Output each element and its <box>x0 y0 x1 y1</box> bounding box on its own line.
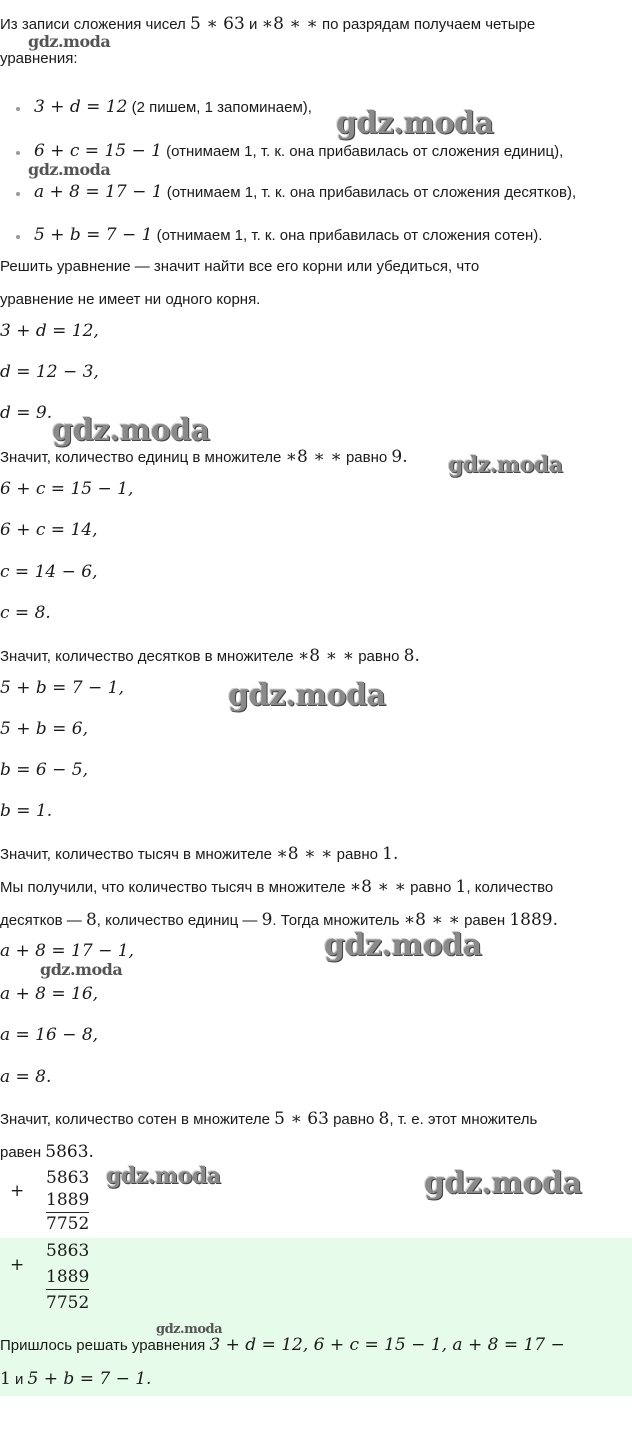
value: 5863. <box>45 1142 94 1162</box>
b-step-2: 5 + b = 6, <box>0 719 89 739</box>
text: Пришлось решать уравнения <box>0 1337 210 1354</box>
solve-definition-line-2: уравнение не имеет ни одного корня. <box>0 291 261 308</box>
number-x8xx: ∗8 ∗ ∗ <box>261 14 318 34</box>
bullet-dot <box>16 151 20 155</box>
bullet-4 <box>34 224 542 247</box>
bullet-1 <box>34 96 312 119</box>
watermark: gdz.moda <box>156 1322 223 1337</box>
column-addition <box>0 1167 120 1237</box>
plus-sign: + <box>10 1255 25 1275</box>
watermark: gdz.moda <box>336 106 494 141</box>
sum-result: 7752 <box>46 1293 90 1313</box>
value: 1 <box>455 877 467 897</box>
text: и <box>10 1371 28 1388</box>
addend-bottom: 1889 <box>46 1266 89 1290</box>
watermark: gdz.moda <box>424 1166 582 1201</box>
d-step-2: d = 12 − 3, <box>0 362 99 382</box>
value: 9. <box>391 447 408 467</box>
text: . Тогда множитель <box>272 912 404 929</box>
d-step-1: 3 + d = 12, <box>0 321 99 341</box>
watermark: gdz.moda <box>28 32 111 51</box>
text: равен <box>0 1144 46 1161</box>
value: 1. <box>382 844 399 864</box>
equation: 5 + b = 7 − 1. <box>27 1369 152 1389</box>
value: 8 <box>85 910 97 930</box>
intro-line-2: уравнения: <box>0 50 78 67</box>
watermark: gdz.moda <box>448 452 563 478</box>
bullet-text: (отнимаем 1, т. к. она прибавилась от сложения десятков), <box>162 184 577 201</box>
a-step-1: a + 8 = 17 − 1, <box>0 941 134 961</box>
c-step-3: c = 14 − 6, <box>0 562 98 582</box>
equation: 6 + c = 15 − 1 <box>34 141 162 161</box>
watermark: gdz.moda <box>106 1163 221 1189</box>
text: Значит, количество сотен в множителе <box>0 1111 275 1128</box>
text: равно <box>354 648 404 665</box>
plus-sign: + <box>10 1181 25 1201</box>
final-line-1 <box>0 1334 565 1357</box>
b-step-3: b = 6 − 5, <box>0 760 89 780</box>
text: равно <box>341 449 392 466</box>
a-step-4: a = 8. <box>0 1067 52 1087</box>
text: , количество единиц — <box>96 912 262 929</box>
text: равно <box>332 846 383 863</box>
text: Значит, количество десятков в множителе <box>0 648 298 665</box>
text: Значит, количество тысяч в множителе <box>0 846 277 863</box>
equation: 5 + b = 7 − 1 <box>34 225 153 245</box>
watermark: gdz.moda <box>40 960 123 979</box>
d-conclusion <box>0 446 408 469</box>
watermark: gdz.moda <box>28 160 111 179</box>
bullet-2 <box>34 140 563 163</box>
text: Значит, количество единиц в множителе <box>0 449 286 466</box>
value: 9 <box>261 910 273 930</box>
equation: a + 8 = 17 − 1 <box>34 182 163 202</box>
bullet-dot <box>16 107 20 111</box>
intro-text: и <box>244 16 262 33</box>
watermark: gdz.moda <box>52 413 210 448</box>
bullet-text: (отнимаем 1, т. к. она прибавилась от сложения единиц), <box>161 143 564 160</box>
addend-bottom: 1889 <box>46 1189 89 1213</box>
text: десятков — <box>0 912 86 929</box>
solve-definition-line-1: Решить уравнение — значит найти все его корни или убедиться, что <box>0 258 480 275</box>
a-step-3: a = 16 − 8, <box>0 1025 99 1045</box>
watermark: gdz.moda <box>324 928 482 963</box>
final-line-2 <box>0 1368 151 1391</box>
column-addition-answer <box>0 1240 120 1320</box>
value: 1 <box>0 1369 11 1389</box>
a-conclusion-line-2 <box>0 1141 94 1164</box>
c-conclusion <box>0 645 420 668</box>
equations-list: 3 + d = 12, 6 + c = 15 − 1, a + 8 = 17 − <box>209 1335 565 1355</box>
text: равно <box>405 879 456 896</box>
value: 1889. <box>509 910 559 930</box>
text: равно <box>328 1111 379 1128</box>
b-step-1: 5 + b = 7 − 1, <box>0 678 124 698</box>
a-conclusion-line-1 <box>0 1108 537 1131</box>
watermark: gdz.moda <box>228 678 386 713</box>
text: Мы получили, что количество тысяч в множителе <box>0 879 350 896</box>
d-step-3: d = 9. <box>0 403 53 423</box>
number-x8xx: ∗8 ∗ ∗ <box>403 910 460 930</box>
number-x8xx: ∗8 ∗ ∗ <box>297 646 355 666</box>
text: , количество <box>466 879 554 896</box>
equation: 3 + d = 12 <box>34 97 128 117</box>
c-step-2: 6 + c = 14, <box>0 520 98 540</box>
bullet-text: (отнимаем 1, т. к. она прибавилась от сложения сотен). <box>152 227 543 244</box>
value: 8 <box>378 1109 390 1129</box>
bullet-dot <box>16 235 20 239</box>
intro-text: Из записи сложения чисел <box>0 16 190 33</box>
a-step-2: a + 8 = 16, <box>0 984 99 1004</box>
b-step-4: b = 1. <box>0 801 53 821</box>
addend-top: 5863 <box>46 1241 90 1261</box>
summary-line-1 <box>0 876 553 899</box>
sum-result: 7752 <box>46 1214 90 1234</box>
c-step-4: c = 8. <box>0 603 51 623</box>
bullet-dot <box>16 192 20 196</box>
number-x8xx: ∗8 ∗ ∗ <box>285 447 342 467</box>
value: 8. <box>403 646 420 666</box>
addend-top: 5863 <box>46 1168 90 1188</box>
bullet-3 <box>34 181 576 204</box>
number-x8xx: ∗8 ∗ ∗ <box>276 844 333 864</box>
intro-text: по разрядам получаем четыре <box>317 16 536 33</box>
c-step-1: 6 + c = 15 − 1, <box>0 479 134 499</box>
bullet-text: (2 пишем, 1 запоминаем), <box>127 99 312 116</box>
number-5x63: 5 ∗ 63 <box>274 1109 329 1129</box>
number-5x63: 5 ∗ 63 <box>189 14 245 34</box>
text: , т. е. этот множитель <box>389 1111 538 1128</box>
text: равен <box>459 912 510 929</box>
b-conclusion <box>0 843 398 866</box>
number-x8xx: ∗8 ∗ ∗ <box>349 877 406 897</box>
